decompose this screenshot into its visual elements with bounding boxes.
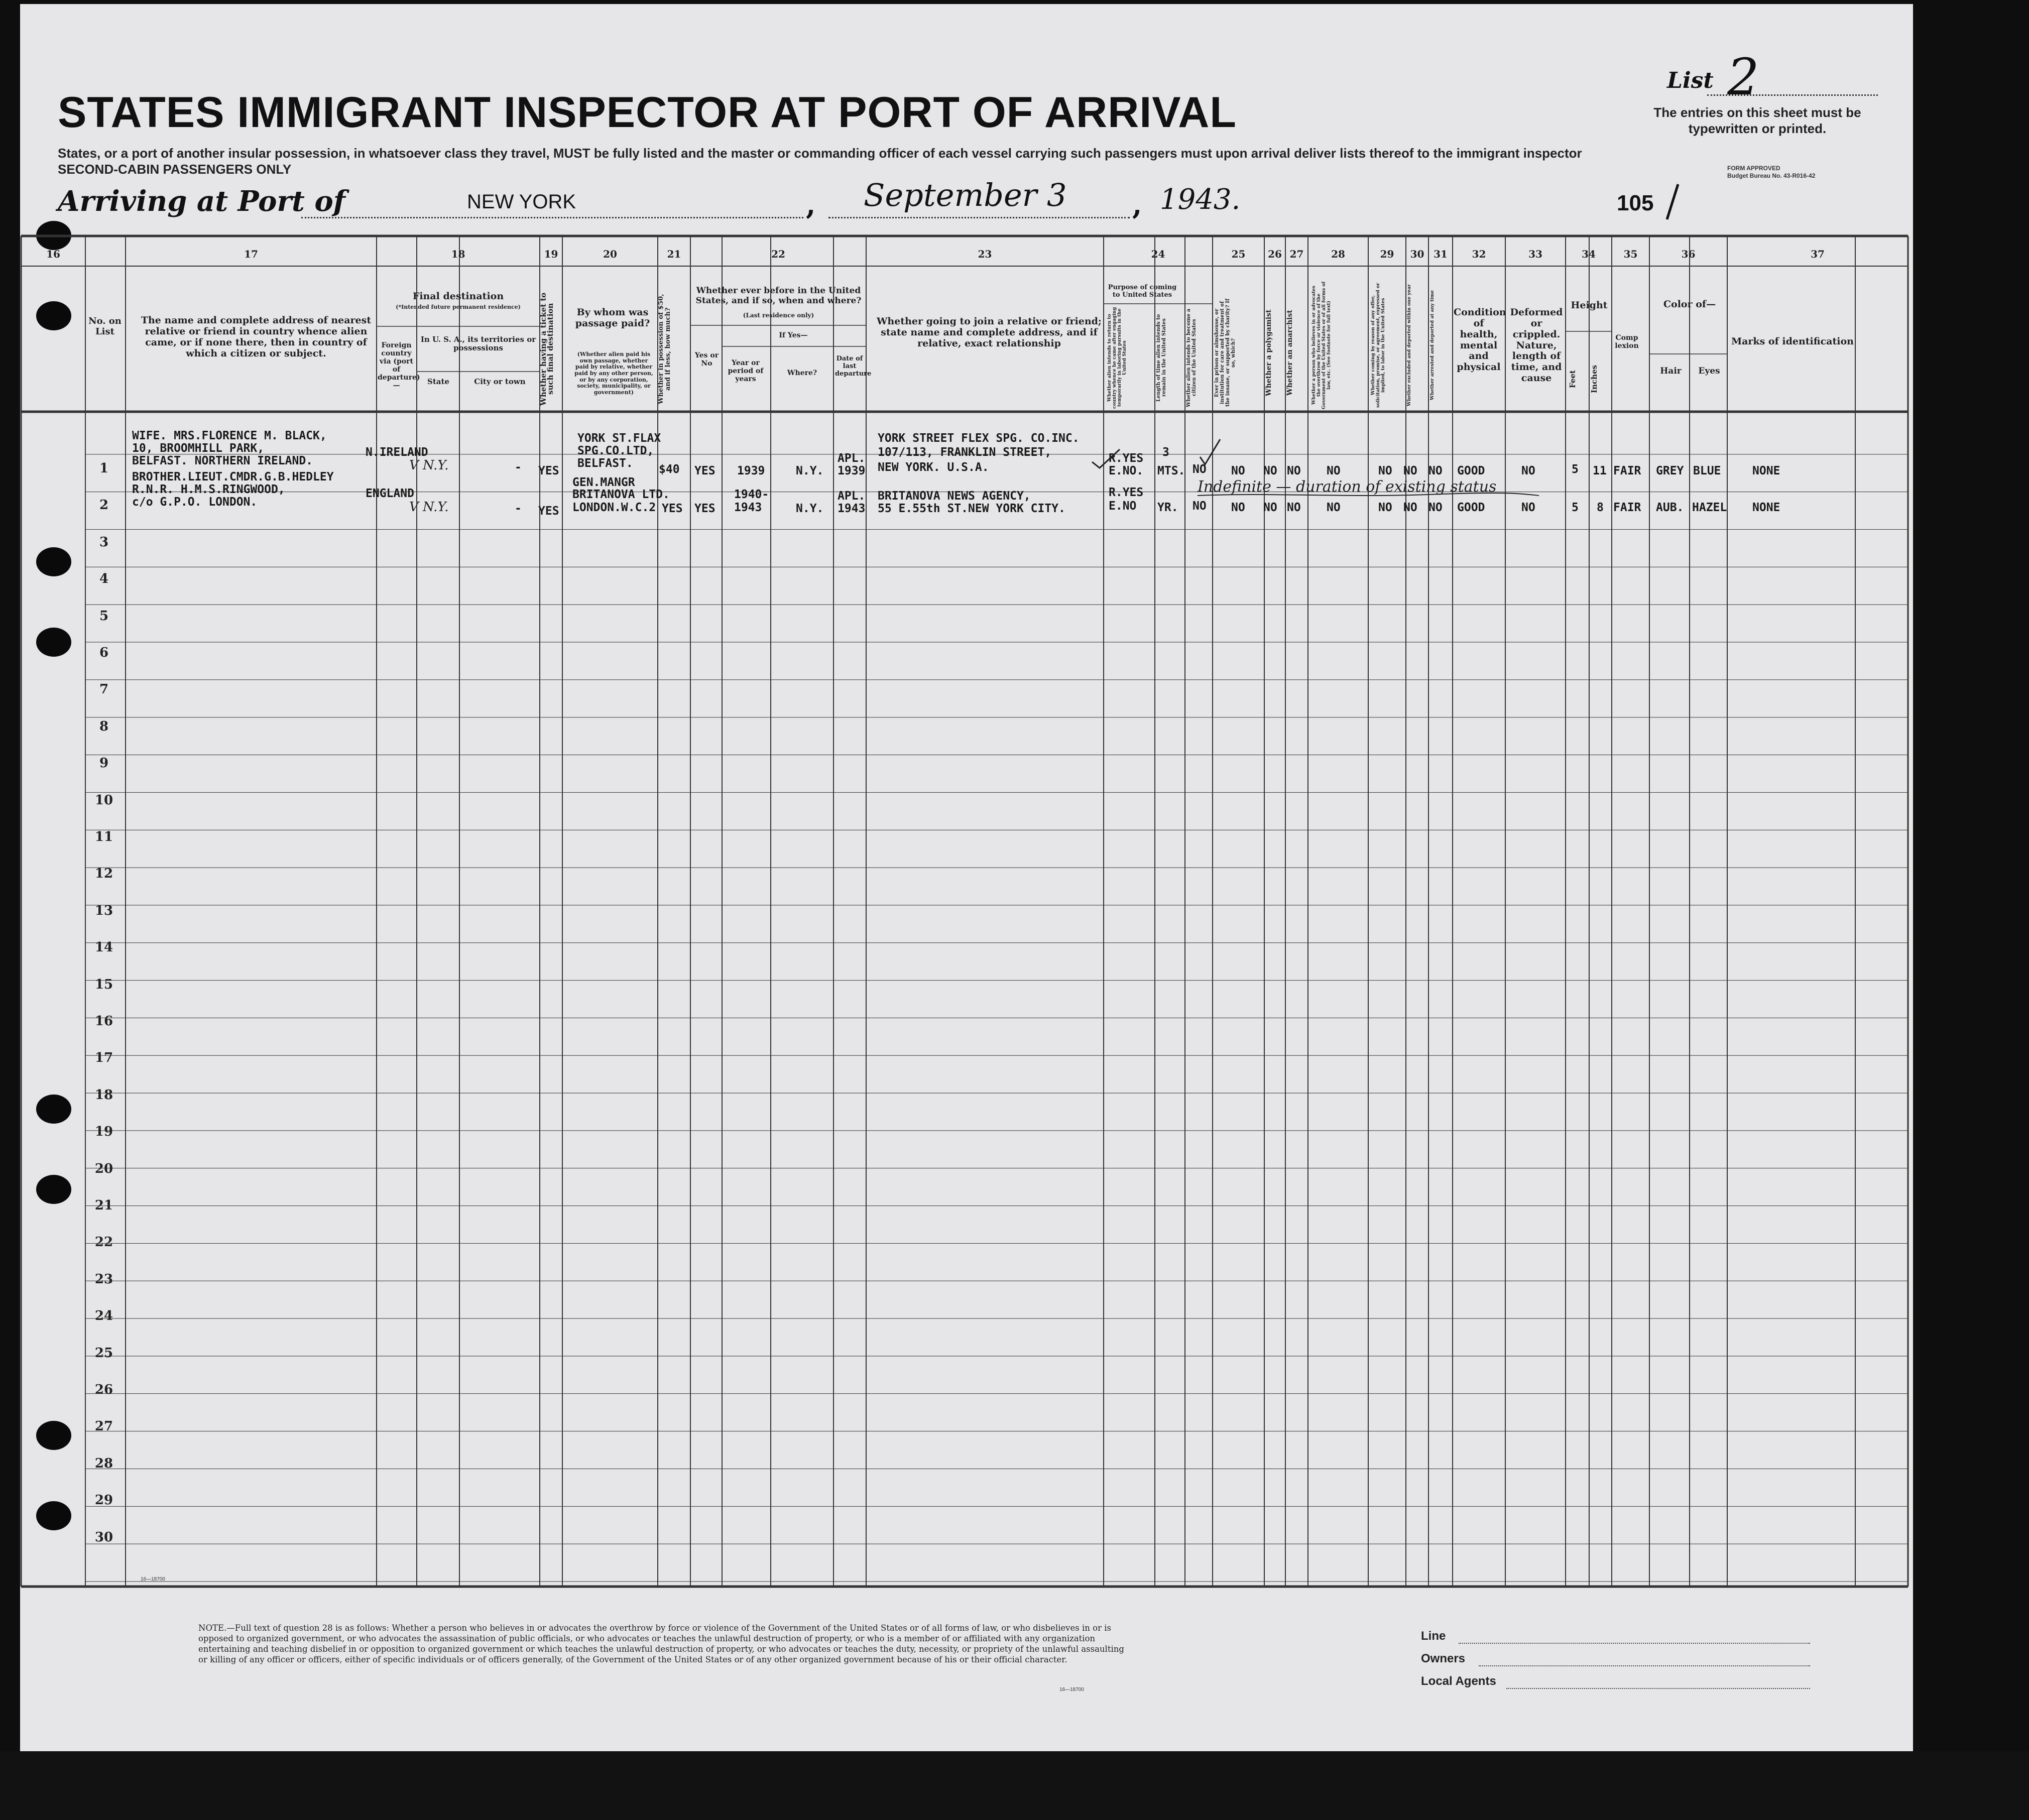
entry1-ticket: YES [538, 464, 559, 477]
check-mark [1198, 437, 1223, 467]
row-number: 18 [94, 1087, 113, 1103]
entry2-paid-line2: BRITANOVA LTD. [572, 488, 670, 501]
row-number: 26 [94, 1382, 113, 1397]
entry2-overthrow: NO [1327, 501, 1341, 514]
header-excluded: Whether excluded and deported within one year [1407, 284, 1412, 406]
entry2-year-period-line2: 1943 [734, 501, 762, 514]
entry1-offer: NO [1378, 464, 1392, 477]
header-date-last-departure: Date of last departure [835, 355, 872, 378]
column-number: 36 [1681, 248, 1696, 260]
entry2-ticket: YES [538, 505, 559, 518]
entry1-inches: 11 [1593, 464, 1607, 477]
comma: , [806, 188, 816, 221]
header-passage-paid: By whom was passage paid? [575, 307, 650, 329]
entry1-overthrow: NO [1327, 464, 1341, 477]
header-no-on-list: No. on List [88, 316, 122, 337]
entry1-paid-line1: YORK ST.FLAX [577, 432, 661, 445]
entry1-citizen: NO [1192, 463, 1207, 476]
entry2-condition: GOOD [1457, 501, 1485, 514]
entry2-feet: 5 [1572, 501, 1579, 514]
entry1-last-departure-line1: APL. [838, 452, 866, 465]
entry2-polygamist: NO [1263, 501, 1277, 514]
column-number: 28 [1331, 248, 1345, 260]
row-number: 11 [94, 829, 113, 844]
entry1-paid-line3: BELFAST. [577, 457, 633, 470]
header-state: State [427, 377, 449, 386]
entry1-feet: 5 [1572, 463, 1579, 476]
entry1-before-yes: YES [694, 464, 715, 477]
entry1-excluded: NO [1403, 464, 1417, 477]
entry1-where: N.Y. [796, 464, 824, 477]
entry1-hair: GREY [1656, 464, 1684, 477]
row-number: 9 [99, 756, 109, 771]
comma: , [1132, 188, 1142, 221]
entry1-length-line1: 3 [1162, 446, 1169, 459]
column-number: 30 [1410, 248, 1424, 260]
entry1-prison: NO [1231, 464, 1245, 477]
entry2-arrested: NO [1428, 501, 1443, 514]
entry2-state: V N.Y. [409, 500, 449, 515]
entry1-city: - [515, 461, 522, 474]
entries-note: The entries on this sheet must be typewritten or printed. [1653, 105, 1861, 136]
owners-field [1479, 1665, 1810, 1666]
local-agents-field [1506, 1688, 1810, 1689]
entry1-condition: GOOD [1457, 464, 1485, 477]
header-year-or-period: Year or period of years [728, 359, 764, 384]
row-number: 22 [94, 1235, 113, 1250]
column-number: 17 [244, 248, 258, 260]
header-if-yes: If Yes— [779, 331, 808, 339]
column-number: 27 [1289, 248, 1304, 260]
line-field [1459, 1643, 1810, 1644]
row-number: 30 [94, 1529, 113, 1545]
owners-label: Owners [1421, 1652, 1466, 1665]
entry1-length-line2: MTS. [1157, 464, 1185, 477]
column-number: 20 [603, 248, 617, 260]
entry2-inches: 8 [1597, 501, 1604, 514]
row-number: 15 [94, 977, 113, 992]
sheet-number: 105 [1617, 191, 1654, 215]
entry1-year-period: 1939 [737, 464, 765, 477]
column-number: 29 [1380, 248, 1394, 260]
row-number: 14 [94, 940, 113, 955]
row-number: 20 [94, 1161, 113, 1176]
row-number: 21 [94, 1198, 113, 1213]
header-inches: Inches [1590, 365, 1599, 393]
header-complexion: Complexion [1615, 334, 1639, 350]
row-number: 27 [94, 1419, 113, 1434]
header-condition: Condition of health, mental and physical [1454, 307, 1506, 373]
entry1-polygamist: NO [1263, 464, 1277, 477]
entry1-purpose-line1: R.YES [1109, 452, 1144, 465]
row-number: 16 [94, 1014, 113, 1029]
column-number: 18 [451, 248, 465, 260]
form-number-inline: 16—18700 [141, 1576, 165, 1582]
column-number: 35 [1623, 248, 1638, 260]
header-anarchist: Whether an anarchist [1286, 310, 1294, 396]
header-final-destination: Final destination [412, 291, 504, 302]
entry2-anarchist: NO [1287, 501, 1301, 514]
row-number: 24 [94, 1308, 113, 1324]
entry2-joining-line2: 55 E.55th ST.NEW YORK CITY. [878, 502, 1065, 515]
entry1-joining-line2: 107/113, FRANKLIN STREET, [878, 446, 1052, 459]
instructions: States, or a port of another insular possession, in whatsoever class they travel, MUST be fully listed and the master or commanding officer of each vessel carrying such passengers must upon arrival deliver lists thereof to the immigrant inspector [58, 146, 1582, 161]
entry2-money: YES [662, 502, 683, 515]
entry2-deformed: NO [1521, 501, 1535, 514]
entry1-joining-line3: NEW YORK. U.S.A. [878, 461, 989, 474]
header-eyes: Eyes [1698, 366, 1720, 376]
row-number: 4 [99, 571, 109, 587]
entry2-last-departure-line2: 1943 [838, 502, 866, 515]
entry2-foreign-country: ENGLAND [366, 487, 414, 500]
entry2-relative-line2: R.N.R. H.M.S.RINGWOOD, [132, 483, 285, 496]
entry1-deformed: NO [1521, 464, 1535, 477]
entry2-citizen: NO [1192, 500, 1207, 513]
entry1-last-departure-line2: 1939 [838, 464, 866, 477]
header-foreign-country: Foreign country via (port of departure)— [378, 341, 420, 390]
row-number: 29 [94, 1493, 113, 1508]
row-number: 1 [99, 461, 109, 476]
entry1-eyes: BLUE [1693, 464, 1721, 477]
entry1-arrested: NO [1428, 464, 1443, 477]
header-hair: Hair [1660, 366, 1682, 376]
row-number: 17 [94, 1050, 113, 1066]
footnote: NOTE.—Full text of question 28 is as follows: Whether a person who believes in or advocates the overthrow by force or violence of the Government of the United States or of all forms of law, or who disbelieves in or is opposed to organized government, or who advocates the assassination of public officials, or who advocates or teaches the unlawful destruction of property, or who is a member of or affiliated with any organization entertaining and teaching disbelief in or opposition to organized government or which teaches the unlawful destruction of property, or who advocates or teaches the duty, necessity, or propriety of the unlawful assaulting or killing of any officer or officers, either of specific individuals or of officers generally, of the Government of the United States or of any other organized government because of his or their official character. [198, 1623, 1124, 1664]
row-number: 25 [94, 1345, 113, 1361]
column-number: 31 [1434, 248, 1448, 260]
header-intends-citizen: Whether alien intends to become a citizen of the United States [1186, 308, 1197, 407]
form-number: 16—18700 [1059, 1687, 1084, 1692]
row-number: 13 [94, 903, 113, 918]
column-number: 32 [1472, 248, 1486, 260]
handwritten-annotation: Indefinite — duration of existing status [1198, 478, 1497, 496]
entry1-relative-line2: 10, BROOMHILL PARK, [132, 442, 265, 455]
entry2-paid-line1: GEN.MANGR [572, 476, 635, 489]
column-number: 23 [978, 248, 992, 260]
row-number: 10 [94, 792, 113, 808]
line-label: Line [1421, 1629, 1446, 1643]
entry2-offer: NO [1378, 501, 1392, 514]
entry2-purpose-line2: E.NO [1109, 500, 1137, 513]
header-purpose: Purpose of coming to United States [1108, 284, 1177, 299]
entry2-purpose-line1: R.YES [1109, 486, 1144, 499]
row-number: 23 [94, 1271, 113, 1287]
column-number: 16 [46, 248, 60, 260]
header-nearest-relative: The name and complete address of nearest relative or friend in country whence alien came, or if none there, then in country of which a citizen or subject. [141, 315, 372, 359]
budget-bureau: Budget Bureau No. 43-R016-42 [1727, 172, 1816, 179]
entry2-length: YR. [1157, 501, 1178, 514]
entry2-year-period-line1: 1940- [734, 488, 769, 501]
form-title: STATES IMMIGRANT INSPECTOR AT PORT OF ARRIVAL [58, 88, 1237, 137]
row-number: 5 [99, 608, 109, 624]
column-number: 25 [1231, 248, 1246, 260]
header-intends-return: Whether alien intends to return to country whence he came after engaging temporarily in laboring pursuits in the United States [1107, 307, 1127, 409]
row-number: 7 [99, 682, 109, 697]
local-agents-label: Local Agents [1421, 1674, 1496, 1688]
entry1-relative-line1: WIFE. MRS.FLORENCE M. BLACK, [132, 429, 327, 442]
header-prison: Ever in prison or almshouse, or institution for care and treatment of the insane, or supported by charity? If so, which? [1214, 298, 1236, 407]
column-number: 33 [1528, 248, 1542, 260]
header-height: Height [1571, 300, 1608, 311]
column-number: 22 [771, 248, 785, 260]
arrival-year: 1943. [1160, 183, 1241, 216]
column-number: 24 [1151, 248, 1165, 260]
entry1-state: V N.Y. [409, 458, 449, 473]
header-joining-relative: Whether going to join a relative or friend; state name and complete address, and if relative, exact relationship [877, 316, 1102, 349]
row-number: 28 [94, 1455, 113, 1471]
header-overthrow: Whether a person who believes in or advocates the overthrow by force or violence of the Government of the United States or of all forms of law, etc. (See footnote for full text) [1311, 281, 1332, 409]
entry2-before-yes: YES [694, 502, 715, 515]
list-number: 2 [1727, 48, 1759, 106]
header-color-of: Color of— [1663, 299, 1716, 310]
arriving-label: Arriving at Port of [58, 185, 345, 218]
entry1-purpose-line2: E.NO. [1109, 464, 1144, 477]
header-marks: Marks of identification [1731, 336, 1854, 347]
entry1-relative-line3: BELFAST. NORTHERN IRELAND. [132, 454, 313, 467]
entry2-eyes: HAZEL [1692, 501, 1727, 514]
entry2-relative-line3: c/o G.P.O. LONDON. [132, 496, 258, 509]
header-arrested: Whether arrested and deported at any time [1430, 290, 1435, 400]
entry2-hair: AUB. [1656, 501, 1684, 514]
header-final-destination-sub: (*Intended future permanent residence) [396, 304, 521, 310]
entry1-complexion: FAIR [1613, 464, 1641, 477]
entry2-last-departure-line1: APL. [838, 490, 866, 503]
row-number: 12 [94, 866, 113, 882]
header-last-residence: (Last residence only) [743, 312, 814, 319]
column-number: 19 [544, 248, 558, 260]
entry2-where: N.Y. [796, 502, 824, 515]
annotation-underline [1198, 490, 1539, 500]
form-approved-label: FORM APPROVED [1727, 165, 1780, 172]
entry1-joining-line1: YORK STREET FLEX SPG. CO.INC. [878, 432, 1080, 445]
header-possession-50: Whether in possession of $50, and if less, how much? [657, 294, 672, 404]
header-where: Where? [787, 369, 817, 377]
header-before-in-us: Whether ever before in the United States, and if so, when and where? [695, 286, 862, 306]
entry2-excluded: NO [1403, 501, 1417, 514]
header-offer-labor: Whether coming by reason of any offer, solicitation, promise, or agreement, expressed or implied, to labor in the United States [1371, 283, 1386, 408]
entry2-joining-line1: BRITANOVA NEWS AGENCY, [878, 490, 1031, 503]
header-feet: Feet [1568, 370, 1577, 388]
list-label: List [1667, 68, 1714, 93]
entry2-prison: NO [1231, 501, 1245, 514]
header-polygamist: Whether a polygamist [1265, 309, 1273, 396]
header-in-usa: In U. S. A., its territories or possessions [420, 335, 536, 353]
header-deformed: Deformed or crippled. Nature, length of time, and cause [1510, 307, 1563, 384]
column-number: 34 [1582, 248, 1596, 260]
column-number: 26 [1268, 248, 1282, 260]
row-number: 8 [99, 718, 109, 734]
passenger-class: SECOND-CABIN PASSENGERS ONLY [58, 162, 292, 177]
row-number: 2 [99, 498, 109, 513]
header-city: City or town [474, 377, 526, 386]
entry2-relative-line1: BROTHER.LIEUT.CMDR.G.B.HEDLEY [132, 470, 334, 483]
entry2-complexion: FAIR [1613, 501, 1641, 514]
entry2-paid-line3: LONDON.W.C.2 [572, 501, 656, 514]
entry2-city: - [515, 502, 522, 515]
check-mark [1090, 447, 1125, 472]
row-number: 19 [94, 1124, 113, 1140]
entry1-foreign-country: N.IRELAND [366, 446, 428, 459]
entry1-marks: NONE [1752, 464, 1780, 477]
entry1-money: $40 [659, 463, 680, 476]
entry1-anarchist: NO [1287, 464, 1301, 477]
header-yes-or-no: Yes or No [694, 351, 719, 368]
entry2-marks: NONE [1752, 501, 1780, 514]
column-number: 21 [667, 248, 681, 260]
row-number: 3 [99, 534, 109, 550]
entry1-paid-line2: SPG.CO.LTD, [577, 444, 654, 457]
port-of-arrival: NEW YORK [467, 191, 576, 213]
row-number: 6 [99, 645, 109, 660]
header-passage-paid-sub: (Whether alien paid his own passage, whether paid by relative, whether paid by any other person, or by any corporation, society, municipality, or government) [574, 351, 653, 396]
arrival-date: September 3 [864, 177, 1067, 213]
header-length-of-stay: Length of time alien intends to remain in the United States [1156, 314, 1167, 402]
column-number: 37 [1811, 248, 1825, 260]
header-ticket: Whether having a ticket to such final destination [539, 292, 555, 406]
